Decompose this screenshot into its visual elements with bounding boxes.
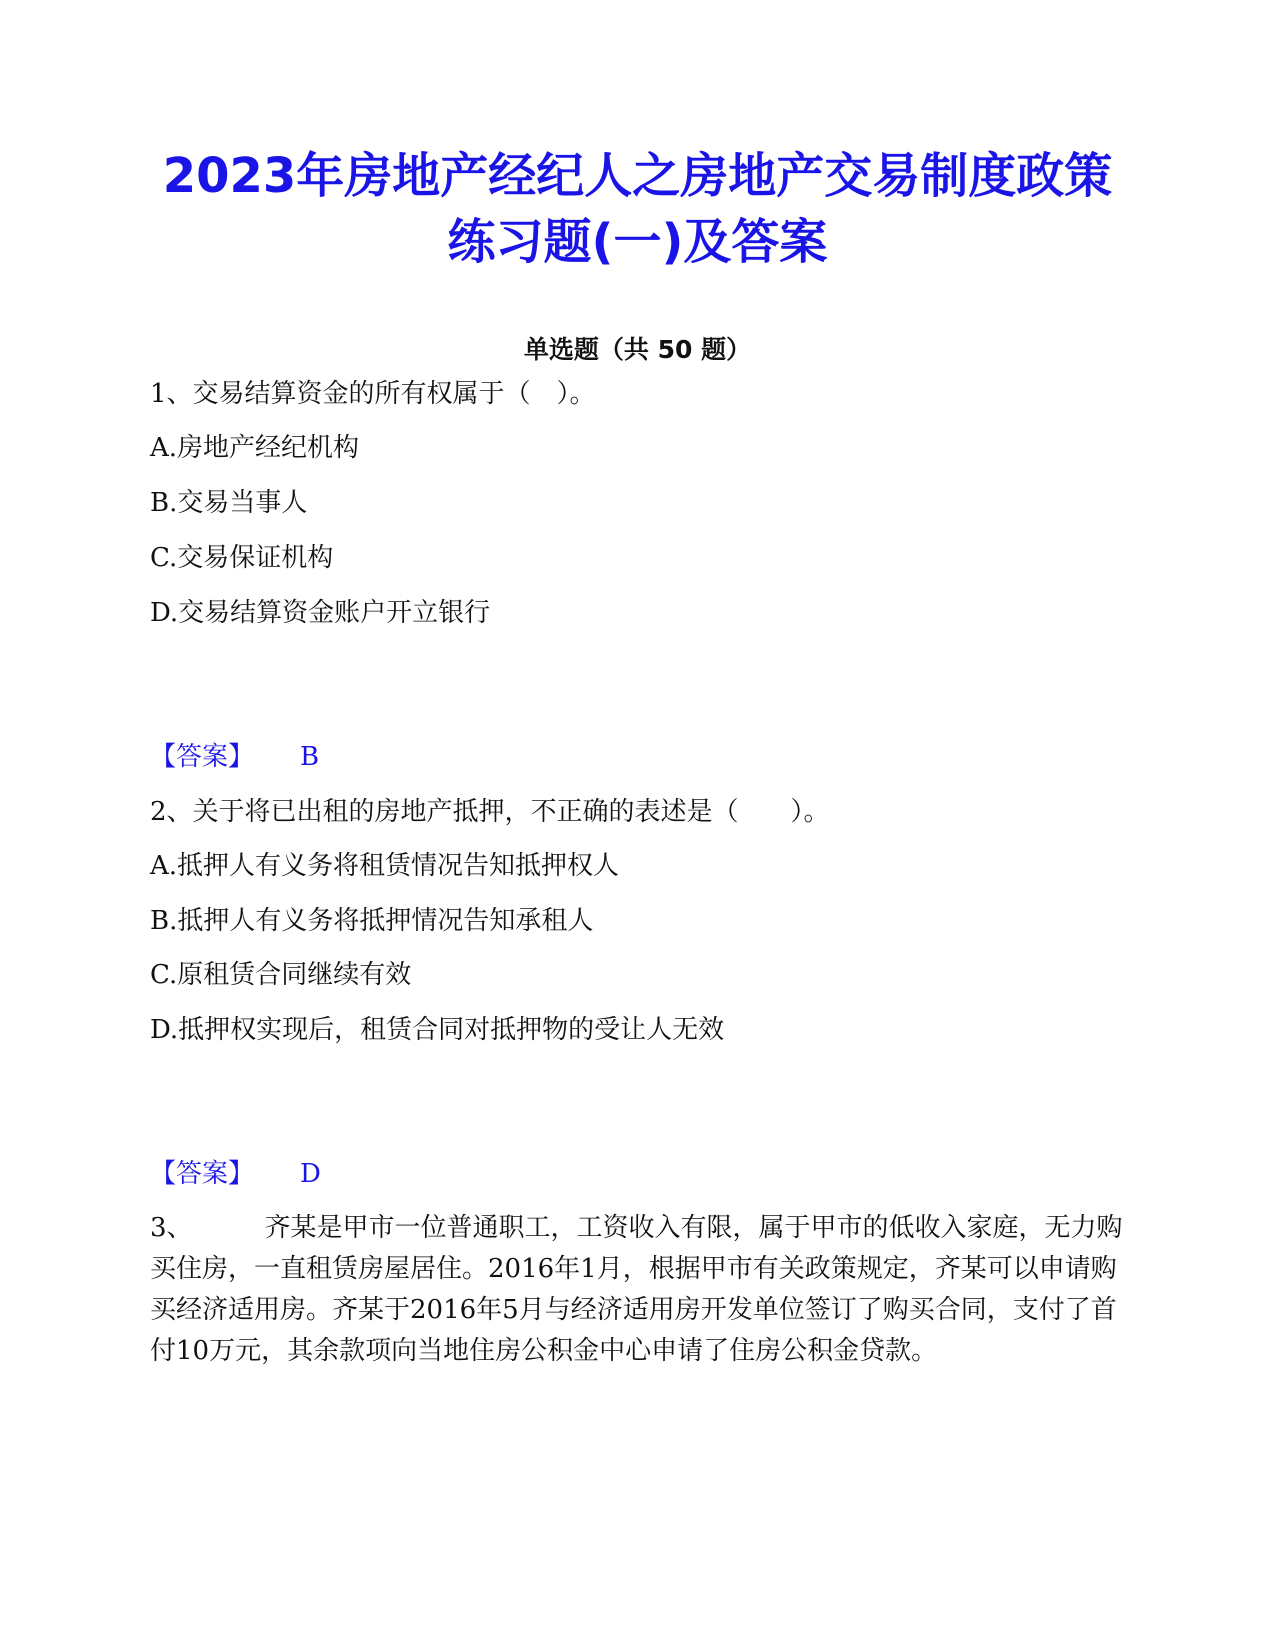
question-3-paragraph <box>150 1208 1130 1372</box>
question-2-option-b: B.抵押人有义务将抵押情况告知承租人 <box>150 906 594 936</box>
question-2-option-a: A.抵押人有义务将租赁情况告知抵押权人 <box>150 851 620 881</box>
question-1-answer <box>150 740 319 774</box>
document-title-line-1: 2023年房地产经纪人之房地产交易制度政策 <box>162 148 1113 204</box>
question-2-answer <box>150 1157 321 1191</box>
question-2-stem: 2、关于将已出租的房地产抵押，不正确的表述是（ ）。 <box>150 797 830 827</box>
question-3-text: 齐某是甲市一位普通职工，工资收入有限，属于甲市的低收入家庭，无力购买住房，一直租赁房屋居住。2016年1月，根据甲市有关政策规定，齐某可以申请购买经济适用房。齐某于2016年5月与经济适用房开发单位签订了购买合同，支付了首付10万元，其余款项向当地住房公积金中心申请了住房公积金贷款。 <box>150 1213 1123 1366</box>
question-2-option-c: C.原租赁合同继续有效 <box>150 960 412 990</box>
question-1-option-a: A.房地产经纪机构 <box>150 433 360 463</box>
answer-label: 【答案】 <box>150 1159 255 1189</box>
question-1-stem: 1、交易结算资金的所有权属于（ ）。 <box>150 379 596 409</box>
question-3-number: 3、 <box>150 1213 193 1243</box>
question-1-option-d: D.交易结算资金账户开立银行 <box>150 598 491 628</box>
question-2-option-d: D.抵押权实现后，租赁合同对抵押物的受让人无效 <box>150 1015 725 1045</box>
question-1-option-c: C.交易保证机构 <box>150 543 334 573</box>
answer-label: 【答案】 <box>150 742 255 772</box>
answer-value: B <box>300 742 320 772</box>
section-header: 单选题（共 50 题） <box>523 335 752 364</box>
answer-value: D <box>300 1159 321 1189</box>
document-title-line-2: 练习题(一)及答案 <box>447 214 828 270</box>
question-1-option-b: B.交易当事人 <box>150 488 308 518</box>
